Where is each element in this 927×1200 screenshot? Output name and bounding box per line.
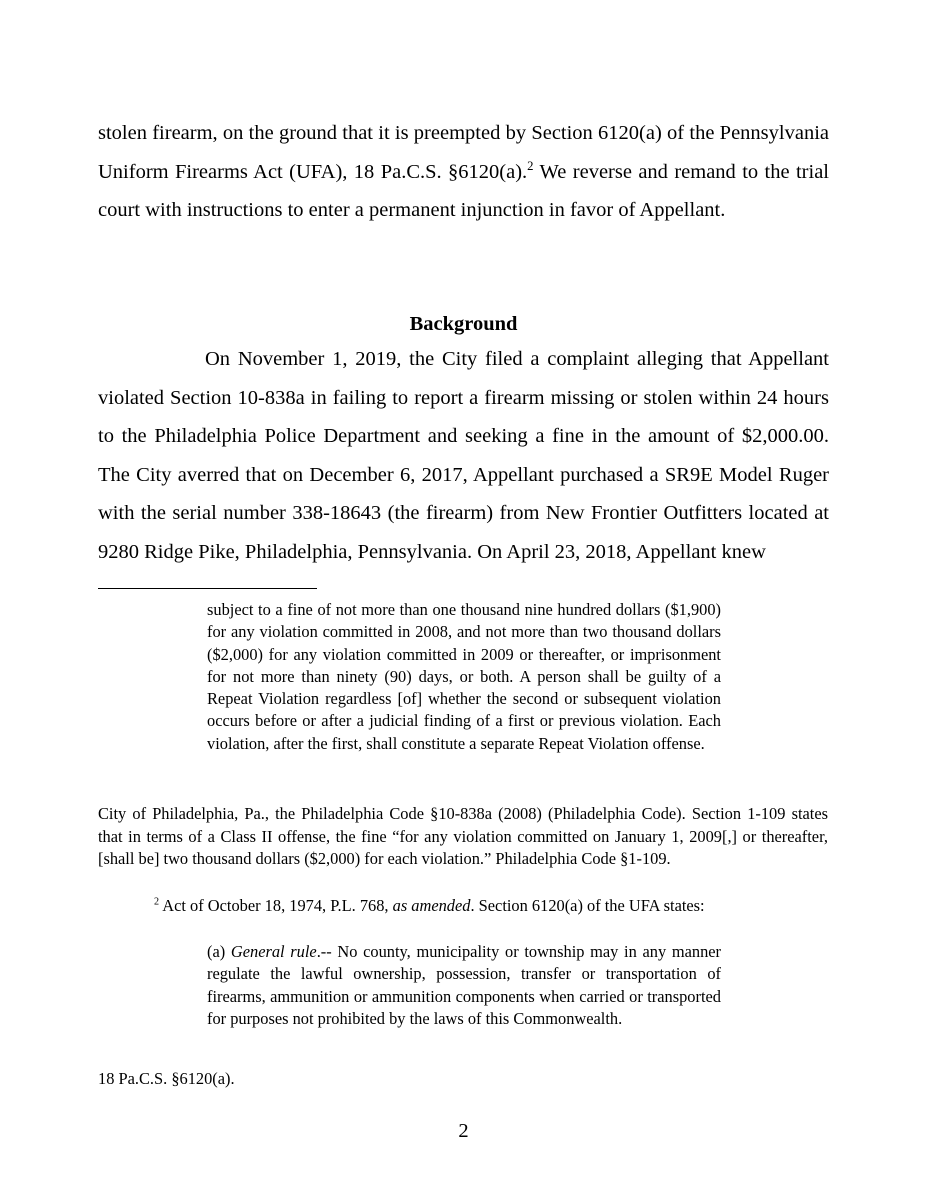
footnote-continuation: City of Philadelphia, Pa., the Philadelphia Code §10-838a (2008) (Philadelphia Code). Section 1-109 states that in terms of a Class II offense, the fine “for any violation committed on January 1, 2009[,] or thereafter, [shall be] two thousand dollars ($2,000) for each violation.” Philadelphia Code §1-109. (98, 804, 828, 868)
footnote-block-quote-1: subject to a fine of not more than one thousand nine hundred dollars ($1,900) for any violation committed in 2008, and not more than two thousand dollars ($2,000) for any violation committed in 2009 or thereafter, or imprisonment for not more than ninety (90) days, or both. A person shall be guilty of a Repeat Violation regardless [of] whether the second or subsequent violation occurs before or after a judicial finding of a first or previous violation. Each violation, after the first, shall constitute a separate Repeat Violation offense. (207, 600, 721, 753)
section-heading: Background (409, 313, 518, 335)
footnote-2 (98, 895, 828, 917)
footnote-2-text-b: . Section 6120(a) of the UFA states: (470, 896, 705, 915)
block-quote-2-italic: General rule (230, 942, 317, 961)
paragraph-1-text: stolen firearm, on the ground that it is preempted by Section 6120(a) of the Pennsylvania Uniform Firearms Act (UFA), 18 Pa.C.S. §6120(a). (98, 122, 829, 183)
page-number: 2 (458, 1120, 469, 1142)
footnote-separator (98, 588, 317, 589)
block-quote-2-text: .-- No county, municipality or township may in any manner regulate the lawful ownership, possession, transfer or transportation of firearms, ammunition or ammunition components when carried or transported for purposes not prohibited by the laws of this Commonwealth. (207, 942, 721, 1028)
footnote-block-quote-2 (207, 941, 721, 1030)
footnote-citation: 18 Pa.C.S. §6120(a). (98, 1069, 235, 1088)
footnote-ref-2: 2 (527, 158, 534, 173)
footnote-2-text-a: Act of October 18, 1974, P.L. 768, (159, 896, 393, 915)
body-paragraph-2: On November 1, 2019, the City filed a complaint alleging that Appellant violated Section 10-838a in failing to report a firearm missing or stolen within 24 hours to the Philadelphia Police Department and seeking a fine in the amount of $2,000.00. The City averred that on December 6, 2017, Appellant purchased a SR9E Model Ruger with the serial number 338-18643 (the firearm) from New Frontier Outfitters located at 9280 Ridge Pike, Philadelphia, Pennsylvania. On April 23, 2018, Appellant knew (98, 348, 829, 563)
paragraph-1-tail: We reverse and remand to the trial court with instructions to enter a permanent injunction in favor of Appellant. (98, 160, 830, 221)
footnote-2-italic: as amended (392, 896, 471, 915)
footnote-2-number: 2 (154, 896, 160, 908)
body-paragraph-1 (98, 114, 829, 230)
block-quote-2-prefix: (a) (207, 942, 231, 961)
